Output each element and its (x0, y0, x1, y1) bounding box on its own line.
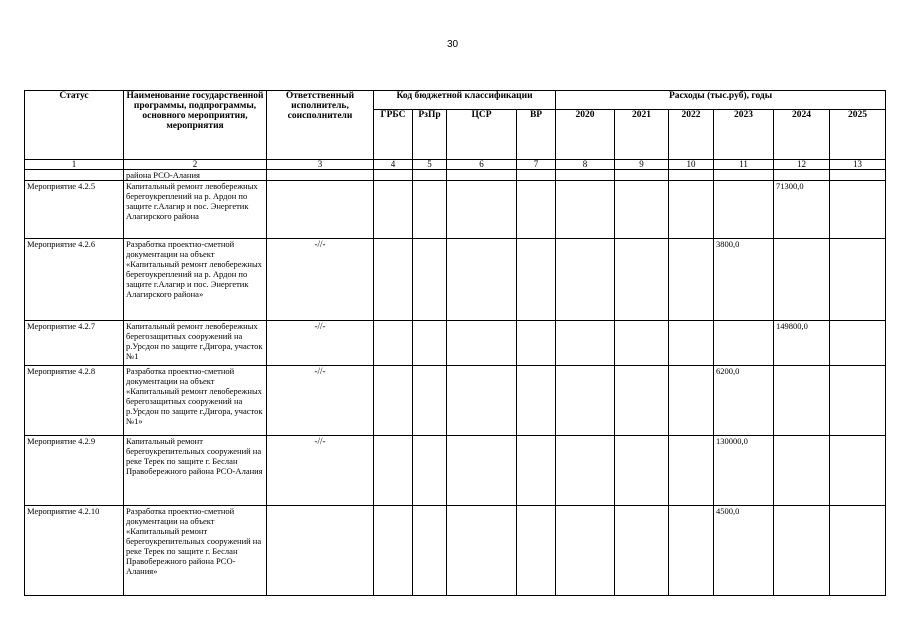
row-amount-2021 (615, 506, 669, 596)
column-number: 9 (615, 160, 669, 170)
row-rzpr (413, 366, 447, 436)
row-status: Мероприятие 4.2.5 (25, 181, 124, 239)
table-row (25, 436, 886, 506)
row-amount-2024 (774, 436, 830, 506)
row-rzpr (413, 181, 447, 239)
header-year-2021: 2021 (615, 110, 669, 160)
row-amount-2024 (774, 366, 830, 436)
row-amount-2025 (830, 181, 886, 239)
row-status: Мероприятие 4.2.9 (25, 436, 124, 506)
row-name: Капитальный ремонт левобережных берегоукреплений на р. Ардон по защите г.Алагир и пос. Энергетик Алагирского района (124, 181, 267, 239)
continuation-text: района РСО-Алания (124, 170, 267, 181)
header-name: Наименование государственной программы, подпрограммы, основного мероприятия, мероприятия (124, 91, 267, 160)
row-csr (447, 321, 517, 366)
table-cell (447, 170, 517, 181)
row-amount-2022 (669, 366, 714, 436)
table-cell (556, 170, 615, 181)
row-amount-2020 (556, 239, 615, 321)
row-csr (447, 366, 517, 436)
table-cell (267, 170, 374, 181)
table-cell (374, 170, 413, 181)
header-vr: ВР (517, 110, 556, 160)
column-number: 5 (413, 160, 447, 170)
row-vr (517, 181, 556, 239)
header-expenses: Расходы (тыс.руб), годы (556, 91, 886, 110)
header-year-2023: 2023 (714, 110, 774, 160)
header-year-2024: 2024 (774, 110, 830, 160)
row-name: Капитальный ремонт берегоукрепительных сооружений на реке Терек по защите г. Беслан Правобережного района РСО-Алания (124, 436, 267, 506)
row-rzpr (413, 506, 447, 596)
row-responsible: -//- (267, 366, 374, 436)
row-amount-2021 (615, 436, 669, 506)
column-number: 13 (830, 160, 886, 170)
row-status: Мероприятие 4.2.8 (25, 366, 124, 436)
column-number: 7 (517, 160, 556, 170)
row-grbs (374, 321, 413, 366)
column-number: 1 (25, 160, 124, 170)
page-number: 30 (446, 39, 459, 50)
row-name: Разработка проектно-сметной документации на объект «Капитальный ремонт левобережных берегоукреплений на р. Ардон по защите г.Алагир и пос. Энергетик Алагирского района» (124, 239, 267, 321)
row-amount-2022 (669, 321, 714, 366)
column-number: 11 (714, 160, 774, 170)
table-cell (517, 170, 556, 181)
table-cell (774, 170, 830, 181)
table-row (25, 366, 886, 436)
header-grbs: ГРБС (374, 110, 413, 160)
row-status: Мероприятие 4.2.7 (25, 321, 124, 366)
table-row (25, 321, 886, 366)
row-amount-2025 (830, 366, 886, 436)
row-responsible (267, 506, 374, 596)
row-amount-2025 (830, 436, 886, 506)
row-amount-2024: 71300,0 (774, 181, 830, 239)
column-number-row (25, 160, 886, 170)
row-amount-2021 (615, 239, 669, 321)
row-name: Капитальный ремонт левобережных берегозащитных сооружений на р.Урсдон по защите г.Дигора, участок №1 (124, 321, 267, 366)
row-amount-2022 (669, 436, 714, 506)
row-csr (447, 181, 517, 239)
header-status: Статус (25, 91, 124, 160)
header-responsible: Ответственный исполнитель, соисполнители (267, 91, 374, 160)
column-number: 12 (774, 160, 830, 170)
row-rzpr (413, 239, 447, 321)
row-vr (517, 239, 556, 321)
row-amount-2020 (556, 506, 615, 596)
row-amount-2022 (669, 239, 714, 321)
row-amount-2025 (830, 239, 886, 321)
row-amount-2025 (830, 321, 886, 366)
table-cell (714, 170, 774, 181)
header-csr: ЦСР (447, 110, 517, 160)
row-amount-2020 (556, 181, 615, 239)
row-rzpr (413, 321, 447, 366)
table-cell (830, 170, 886, 181)
row-name: Разработка проектно-сметной документации на объект «Капитальный ремонт левобережных берегозащитных сооружений на р.Урсдон по защите г.Дигора, участок №1» (124, 366, 267, 436)
header-budget-code: Код бюджетной классификации (374, 91, 556, 110)
row-name: Разработка проектно-сметной документации на объект «Капитальный ремонт берегоукрепительных сооружений на реке Терек по защите г. Беслан Правобережного района РСО-Алания» (124, 506, 267, 596)
row-csr (447, 436, 517, 506)
row-csr (447, 239, 517, 321)
row-vr (517, 366, 556, 436)
row-amount-2023: 3800,0 (714, 239, 774, 321)
column-number: 2 (124, 160, 267, 170)
header-row-top (25, 91, 886, 110)
column-number: 3 (267, 160, 374, 170)
row-responsible (267, 181, 374, 239)
row-amount-2023 (714, 321, 774, 366)
header-rzpr: РзПр (413, 110, 447, 160)
row-amount-2024: 149800,0 (774, 321, 830, 366)
row-amount-2021 (615, 181, 669, 239)
row-rzpr (413, 436, 447, 506)
table-cell (413, 170, 447, 181)
row-status: Мероприятие 4.2.6 (25, 239, 124, 321)
row-amount-2023: 130000,0 (714, 436, 774, 506)
row-amount-2021 (615, 366, 669, 436)
row-grbs (374, 366, 413, 436)
header-year-2022: 2022 (669, 110, 714, 160)
row-amount-2020 (556, 366, 615, 436)
row-amount-2023: 6200,0 (714, 366, 774, 436)
continuation-row (25, 170, 886, 181)
table-row (25, 506, 886, 596)
column-number: 4 (374, 160, 413, 170)
row-amount-2022 (669, 181, 714, 239)
row-status: Мероприятие 4.2.10 (25, 506, 124, 596)
header-year-2025: 2025 (830, 110, 886, 160)
row-grbs (374, 506, 413, 596)
row-grbs (374, 239, 413, 321)
table-row (25, 181, 886, 239)
row-amount-2022 (669, 506, 714, 596)
row-amount-2020 (556, 436, 615, 506)
column-number: 6 (447, 160, 517, 170)
column-number: 8 (556, 160, 615, 170)
row-amount-2020 (556, 321, 615, 366)
row-vr (517, 436, 556, 506)
table-row (25, 239, 886, 321)
row-amount-2024 (774, 506, 830, 596)
header-year-2020: 2020 (556, 110, 615, 160)
budget-table (24, 90, 886, 596)
row-responsible: -//- (267, 239, 374, 321)
table-cell (615, 170, 669, 181)
row-csr (447, 506, 517, 596)
row-vr (517, 321, 556, 366)
row-amount-2023 (714, 181, 774, 239)
row-responsible: -//- (267, 436, 374, 506)
row-grbs (374, 436, 413, 506)
row-responsible: -//- (267, 321, 374, 366)
row-vr (517, 506, 556, 596)
row-amount-2023: 4500,0 (714, 506, 774, 596)
row-amount-2025 (830, 506, 886, 596)
row-grbs (374, 181, 413, 239)
row-amount-2024 (774, 239, 830, 321)
table-cell (669, 170, 714, 181)
activity-rows (25, 181, 886, 596)
column-number: 10 (669, 160, 714, 170)
row-amount-2021 (615, 321, 669, 366)
table-cell (25, 170, 124, 181)
